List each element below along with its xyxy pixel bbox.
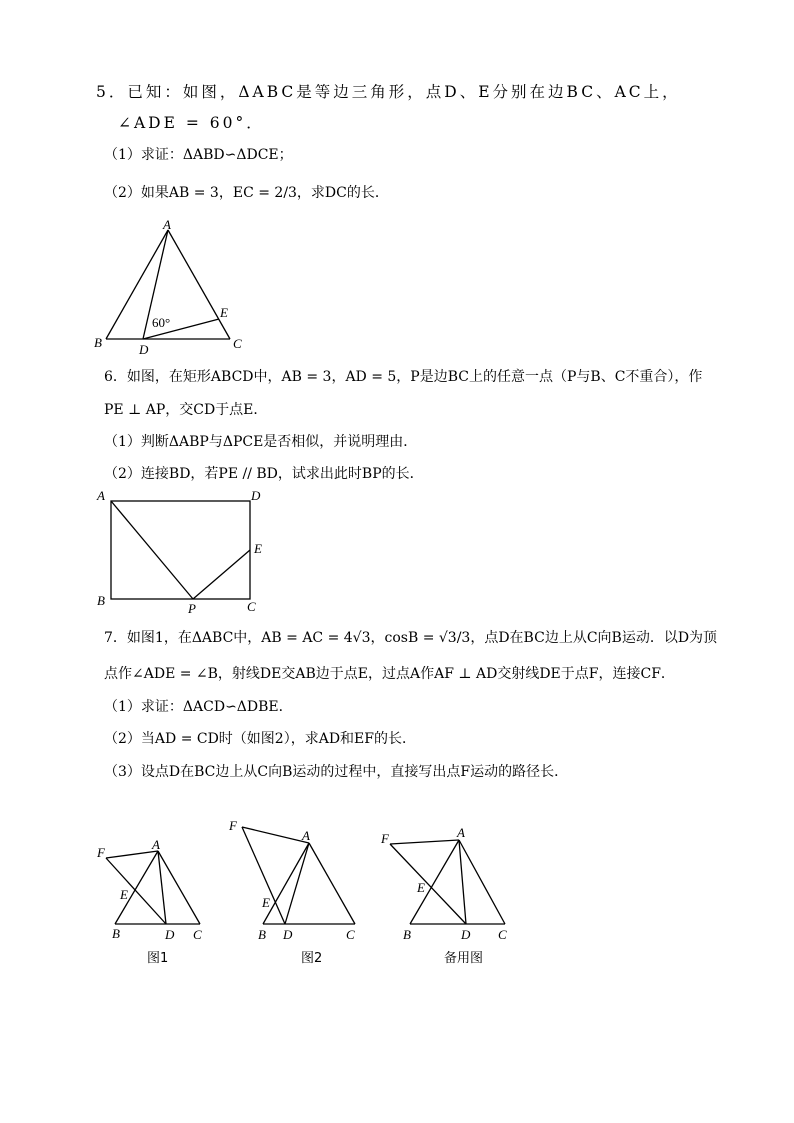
problem-5-line-1: 5．已知：如图，ΔABC是等边三角形，点D、E分别在边BC、AC上， — [96, 83, 681, 101]
problem-7-figure-2 — [226, 812, 366, 944]
p6-label-d: D — [251, 488, 261, 503]
p6-label-c: C — [247, 599, 256, 614]
problem-6-part-1: （1）判断ΔABP与ΔPCE是否相似，并说明理由． — [104, 434, 418, 450]
p5-label-c: C — [233, 336, 242, 351]
problem-7-figure-spare — [374, 822, 518, 944]
p7f1-label-e: E — [120, 887, 128, 902]
p7f2-label-b: B — [258, 927, 266, 942]
problem-5-figure — [88, 216, 258, 358]
p6-label-e: E — [254, 541, 262, 556]
problem-7-figure-1 — [94, 834, 214, 944]
problem-7-line-1: 7．如图1，在ΔABC中，AB = AC = 4√3，cosB = √3/3，点D在BC边上从C向B运动．以D为顶 — [104, 630, 718, 646]
p5-angle-label: 60° — [152, 315, 171, 330]
problem-5-line-2: ∠ADE = 60°． — [118, 114, 265, 132]
p7f1-label-c: C — [193, 927, 202, 942]
p7f1-label-b: B — [112, 926, 120, 941]
p7f2-label-d: D — [283, 927, 293, 942]
problem-6-line-1: 6．如图，在矩形ABCD中，AB = 3，AD = 5，P是边BC上的任意一点（P与B、C不重合），作 — [104, 369, 703, 385]
p7f3-label-e: E — [417, 880, 425, 895]
p7f3-label-b: B — [403, 927, 411, 942]
problem-6-figure — [92, 486, 272, 616]
p6-label-a: A — [97, 488, 105, 503]
problem-7-line-2: 点作∠ADE = ∠B，射线DE交AB边于点E，过点A作AF ⊥ AD交射线DE于点F，连接CF． — [104, 666, 675, 682]
problem-5-part-2: （2）如果AB = 3，EC = 2/3，求DC的长． — [104, 185, 389, 201]
p7f3-label-d: D — [461, 927, 471, 942]
p7f2-label-c: C — [346, 927, 355, 942]
p7f2-label-a: A — [302, 828, 310, 843]
problem-6-line-2: PE ⊥ AP，交CD于点E． — [104, 402, 268, 418]
p5-label-b: B — [94, 335, 102, 350]
p5-label-d: D — [139, 342, 149, 357]
p5-label-a: A — [163, 217, 171, 232]
p7f3-label-a: A — [457, 825, 465, 840]
p7f1-label-a: A — [152, 837, 160, 852]
p7f1-label-d: D — [165, 927, 175, 942]
problem-6-part-2: （2）连接BD，若PE // BD，试求出此时BP的长． — [104, 466, 424, 482]
p7f3-label-c: C — [498, 927, 507, 942]
p7f1-label-f: F — [97, 845, 105, 860]
p7f3-label-f: F — [381, 831, 389, 846]
problem-7-part-1: （1）求证：ΔACD∽ΔDBE． — [104, 699, 293, 715]
problem-5-part-1: （1）求证：ΔABD∽ΔDCE； — [104, 147, 293, 163]
figure-1-caption: 图1 — [147, 951, 169, 966]
figure-spare-caption: 备用图 — [444, 951, 484, 966]
p7f2-label-e: E — [262, 895, 270, 910]
problem-7-part-2: （2）当AD = CD时（如图2），求AD和EF的长． — [104, 731, 416, 747]
p7f2-label-f: F — [229, 818, 237, 833]
figure-2-caption: 图2 — [301, 951, 323, 966]
p6-label-b: B — [97, 593, 105, 608]
problem-7-part-3: （3）设点D在BC边上从C向B运动的过程中，直接写出点F运动的路径长． — [104, 764, 569, 780]
p6-label-p: P — [188, 601, 196, 616]
p5-label-e: E — [220, 305, 228, 320]
